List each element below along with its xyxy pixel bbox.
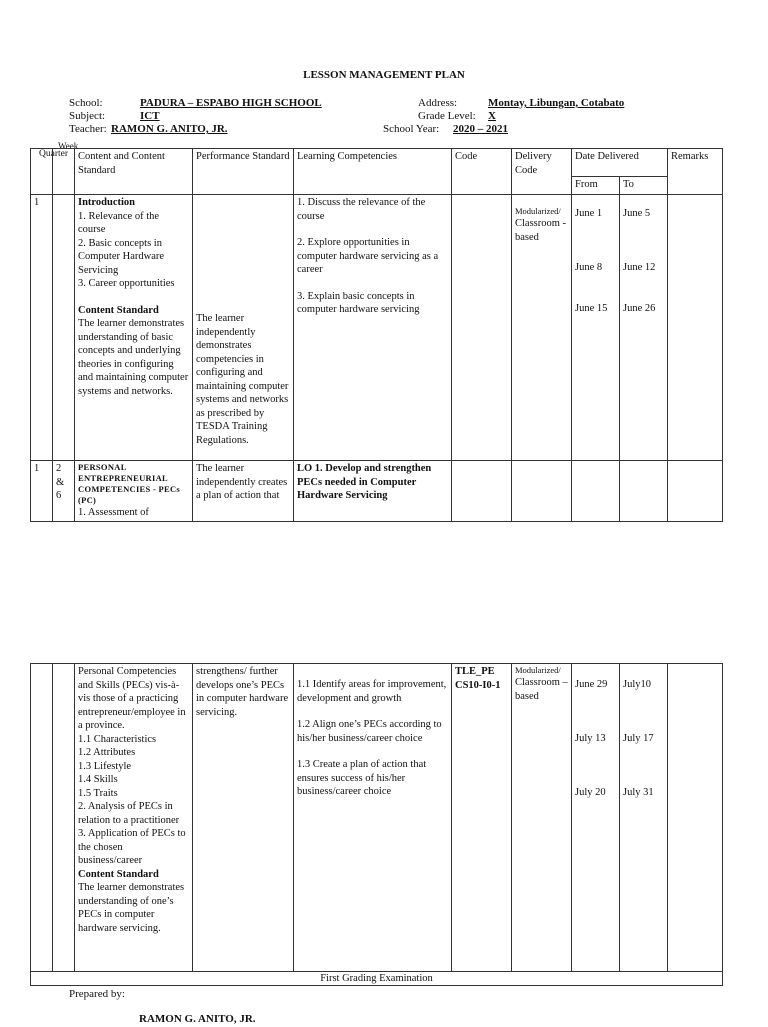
date-to: June 12 (623, 262, 656, 273)
week-value: 2 & 6 (56, 463, 65, 501)
subject-label: Subject: (69, 110, 106, 122)
subject-value: ICT (140, 110, 160, 122)
competency-item: 3. Explain basic concepts in computer hardware servicing (297, 290, 420, 315)
competency-item: 1.3 Create a plan of action that ensures success of his/her business/career choice (297, 759, 427, 797)
code-cell (452, 461, 512, 522)
date-from: June 15 (575, 303, 608, 314)
date-to: June 5 (623, 208, 651, 219)
content-text: Personal Competencies and Skills (PECs) vis-à-vis those of a practicing entrepreneur/employee in a province. (78, 666, 186, 731)
exam-cell: First Grading Examination (31, 972, 723, 986)
content-item: 2. Basic concepts in Computer Hardware Servicing (78, 237, 165, 276)
content-standard-text: The learner demonstrates understanding of basic concepts and underlying theories in configuring and maintaining computer systems and networks. (78, 318, 189, 397)
year-label: School Year: (383, 123, 440, 135)
to-header: To (620, 177, 668, 195)
date-to: July 17 (623, 733, 654, 744)
week-cell (53, 461, 75, 522)
from-cell (572, 195, 620, 461)
delivery-text: Classroom – based (515, 677, 568, 702)
year-value: 2020 – 2021 (453, 123, 508, 135)
school-value: PADURA – ESPABO HIGH SCHOOL (140, 97, 322, 109)
date-from: July 20 (575, 787, 606, 798)
from-cell (572, 461, 620, 522)
content-item: 3. Career opportunities (78, 278, 175, 289)
date-to: June 26 (623, 303, 656, 314)
remarks-cell (668, 664, 723, 972)
grade-label: Grade Level: (418, 110, 476, 122)
week-header: Week (58, 141, 79, 151)
competency-item: 1. Discuss the relevance of the course (297, 197, 426, 222)
table-row (31, 461, 723, 522)
competency-item: 1.2 Align one’s PECs according to his/her business/career choice (297, 719, 442, 744)
performance-header: Performance Standard (193, 149, 294, 195)
to-cell (620, 461, 668, 522)
date-from: July 13 (575, 733, 606, 744)
document-title: LESSON MANAGEMENT PLAN (303, 69, 465, 81)
delivery-cell (512, 664, 572, 972)
performance-cell: strengthens/ further develops one’s PECs in computer hardware servicing. (193, 664, 294, 972)
content-caps: PERSONAL ENTREPRENEURIAL COMPETENCIES - PECs (PC) (78, 462, 181, 505)
date-from: June 8 (575, 262, 603, 273)
code-header: Code (452, 149, 512, 195)
date-from: June 29 (575, 679, 608, 690)
to-cell (620, 195, 668, 461)
table-row (31, 195, 723, 461)
content-item: 1.2 Attributes (78, 747, 136, 758)
performance-text: The learner independently demonstrates competencies in configuring and maintaining computer systems and networks as prescribed by TESDA Training Regulations. (196, 313, 289, 446)
performance-cell: The learner independently creates a plan of action that (193, 461, 294, 522)
delivery-small: Modularized/ (515, 206, 561, 216)
content-standard-label: Content Standard (78, 868, 159, 880)
content-cell (75, 461, 193, 522)
delivery-small: Modularized/ (515, 665, 561, 675)
week-cell (53, 195, 75, 461)
content-item: 1.3 Lifestyle (78, 760, 132, 772)
competencies-cell (294, 664, 452, 972)
content-item: 2. Analysis of PECs in relation to a practitioner (78, 801, 180, 826)
content-item: 1.1 Characteristics (78, 733, 157, 745)
delivery-header: Delivery Code (512, 149, 572, 195)
competencies-cell (294, 195, 452, 461)
lo-cell: LO 1. Develop and strengthen PECs needed in Computer Hardware Servicing (294, 461, 452, 522)
quarter-cell: 1 (31, 195, 53, 461)
content-item: 1.5 Traits (78, 787, 118, 799)
content-title: Introduction (78, 197, 135, 208)
exam-row (31, 972, 723, 986)
delivery-cell (512, 461, 572, 522)
lesson-table-1 (30, 148, 723, 522)
week-cell (53, 664, 75, 972)
content-header: Content and Content Standard (75, 149, 193, 195)
performance-cell (193, 195, 294, 461)
date-header: Date Delivered (572, 149, 668, 177)
school-label: School: (69, 97, 103, 109)
grade-value: X (488, 110, 496, 122)
prepared-by-label: Prepared by: (69, 988, 125, 1000)
lesson-table-2 (30, 663, 723, 986)
content-standard-text: The learner demonstrates understanding of one’s PECs in computer hardware servicing. (78, 882, 185, 934)
content-standard-label: Content Standard (78, 304, 159, 316)
date-to: July10 (623, 679, 652, 690)
content-item: 1. Relevance of the course (78, 210, 160, 235)
competency-item: 2. Explore opportunities in computer hardware servicing as a career (297, 237, 439, 275)
content-item: 3. Application of PECs to the chosen business/career (78, 828, 186, 866)
address-value: Montay, Libungan, Cotabato (488, 97, 625, 109)
quarter-header: Quarter (31, 149, 53, 195)
teacher-value: RAMON G. ANITO, JR. (111, 123, 228, 135)
content-start: 1. Assessment of (78, 507, 149, 518)
code-cell: TLE_PE CS10-I0-1 (452, 664, 512, 972)
content-cell (75, 195, 193, 461)
quarter-cell: 1 (31, 461, 53, 522)
code-cell (452, 195, 512, 461)
content-item: 1.4 Skills (78, 774, 118, 785)
quarter-cell (31, 664, 53, 972)
remarks-header: Remarks (668, 149, 723, 195)
from-header: From (572, 177, 620, 195)
delivery-text: Classroom - based (515, 218, 567, 243)
remarks-cell (668, 461, 723, 522)
delivery-cell (512, 195, 572, 461)
from-cell (572, 664, 620, 972)
date-from: June 1 (575, 208, 603, 219)
competencies-header: Learning Competencies (294, 149, 452, 195)
remarks-cell (668, 195, 723, 461)
address-label: Address: (418, 97, 458, 109)
preparer-name: RAMON G. ANITO, JR. (139, 1013, 256, 1025)
teacher-label: Teacher: (69, 123, 107, 135)
date-to: July 31 (623, 787, 654, 798)
to-cell (620, 664, 668, 972)
table-header-row (31, 149, 723, 177)
competency-item: 1.1 Identify areas for improvement, development and growth (297, 679, 447, 704)
content-cell (75, 664, 193, 972)
table-row (31, 664, 723, 972)
